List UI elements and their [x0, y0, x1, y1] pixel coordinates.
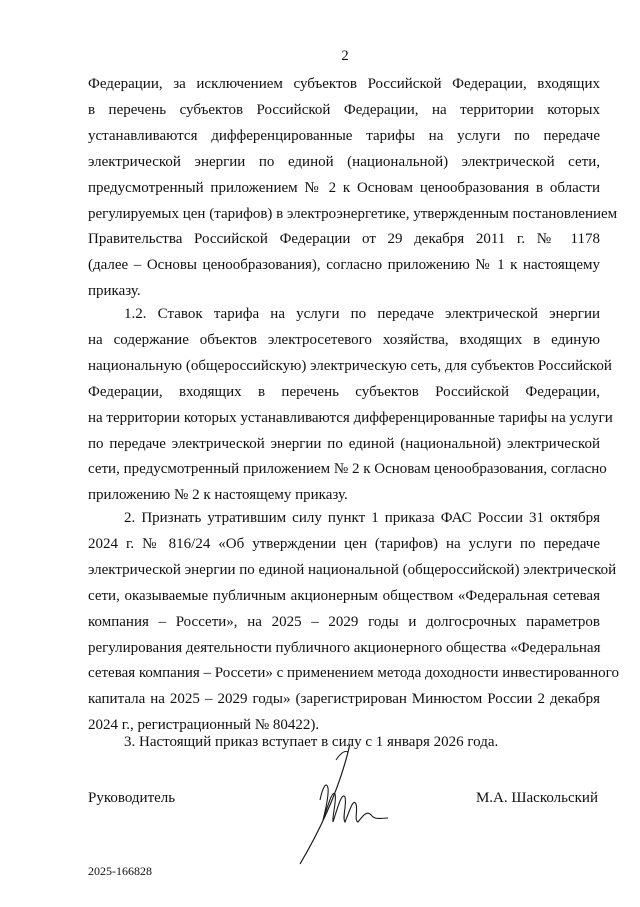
text-line: сетевая компания – Россети» с применением метода доходности инвестированного — [88, 665, 619, 682]
text-line: капитала на 2025 – 2029 годы» (зарегистрирован Минюстом России 2 декабря — [88, 691, 600, 708]
text-line: предусмотренный приложением № 2 к Основам ценообразования в области — [88, 179, 600, 196]
text-line: национальную (общероссийскую) электрическую сеть, для субъектов Российской — [88, 357, 612, 374]
text-line: в перечень субъектов Российской Федерации, на территории которых — [88, 101, 600, 118]
text-line: сети, оказываемые публичным акционерным обществом «Федеральная сетевая — [88, 587, 600, 604]
page-number: 2 — [341, 48, 349, 64]
text-line: компания – Россети», на 2025 – 2029 годы и долгосрочных параметров — [88, 613, 600, 630]
text-line: 2024 г., регистрационный № 80422). — [88, 717, 320, 734]
text-line: 2024 г. № 816/24 «Об утверждении цен (тарифов) на услуги по передаче — [88, 535, 600, 552]
text-line: (далее – Основы ценообразования), согласно приложению № 1 к настоящему — [88, 257, 600, 274]
text-line: Федерации, за исключением субъектов Российской Федерации, входящих — [88, 76, 600, 92]
text-line: электрической энергии по единой (национальной) электрической сети, — [88, 153, 600, 170]
text-line: на территории которых устанавливаются дифференцированные тарифы на услуги — [88, 409, 613, 426]
text-line: приложению № 2 к настоящему приказу. — [88, 487, 348, 504]
signatory-role: Руководитель — [88, 790, 176, 806]
text-line: электрической энергии по единой национальной (общероссийской) электрической — [88, 561, 617, 578]
handwritten-signature — [292, 740, 402, 870]
text-line: устанавливаются дифференцированные тарифы на услуги по передаче — [88, 127, 600, 144]
paragraph-2-repeal — [88, 506, 619, 739]
text-line: 2. Признать утратившим силу пункт 1 приказа ФАС России 31 октября — [124, 510, 600, 526]
text-line: Правительства Российской Федерации от 29 декабря 2011 г. № 1178 — [88, 231, 600, 248]
text-line: сети, предусмотренный приложением № 2 к Основам ценообразования, согласно — [88, 461, 607, 478]
text-line: по передаче электрической энергии по единой (национальной) электрической — [88, 435, 600, 452]
text-line: 3. Настоящий приказ вступает в силу с 1 января 2026 года. — [124, 734, 499, 750]
signatory-name: М.А. Шаскольский — [475, 790, 598, 806]
text-line: на содержание объектов электросетевого хозяйства, входящих в единую — [88, 331, 600, 348]
text-line: Федерации, входящих в перечень субъектов Российской Федерации, — [88, 383, 600, 400]
paragraph-1-2-rates — [88, 302, 613, 509]
text-line: 1.2. Ставок тарифа на услуги по передаче электрической энергии — [124, 306, 600, 322]
document-id: 2025-166828 — [88, 864, 152, 878]
text-line: регулируемых цен (тарифов) в электроэнергетике, утвержденным постановлением — [88, 205, 618, 222]
paragraph-continuation — [88, 72, 618, 305]
text-line: приказу. — [88, 283, 141, 300]
text-line: регулирования деятельности публичного акционерного общества «Федеральная — [88, 639, 601, 656]
